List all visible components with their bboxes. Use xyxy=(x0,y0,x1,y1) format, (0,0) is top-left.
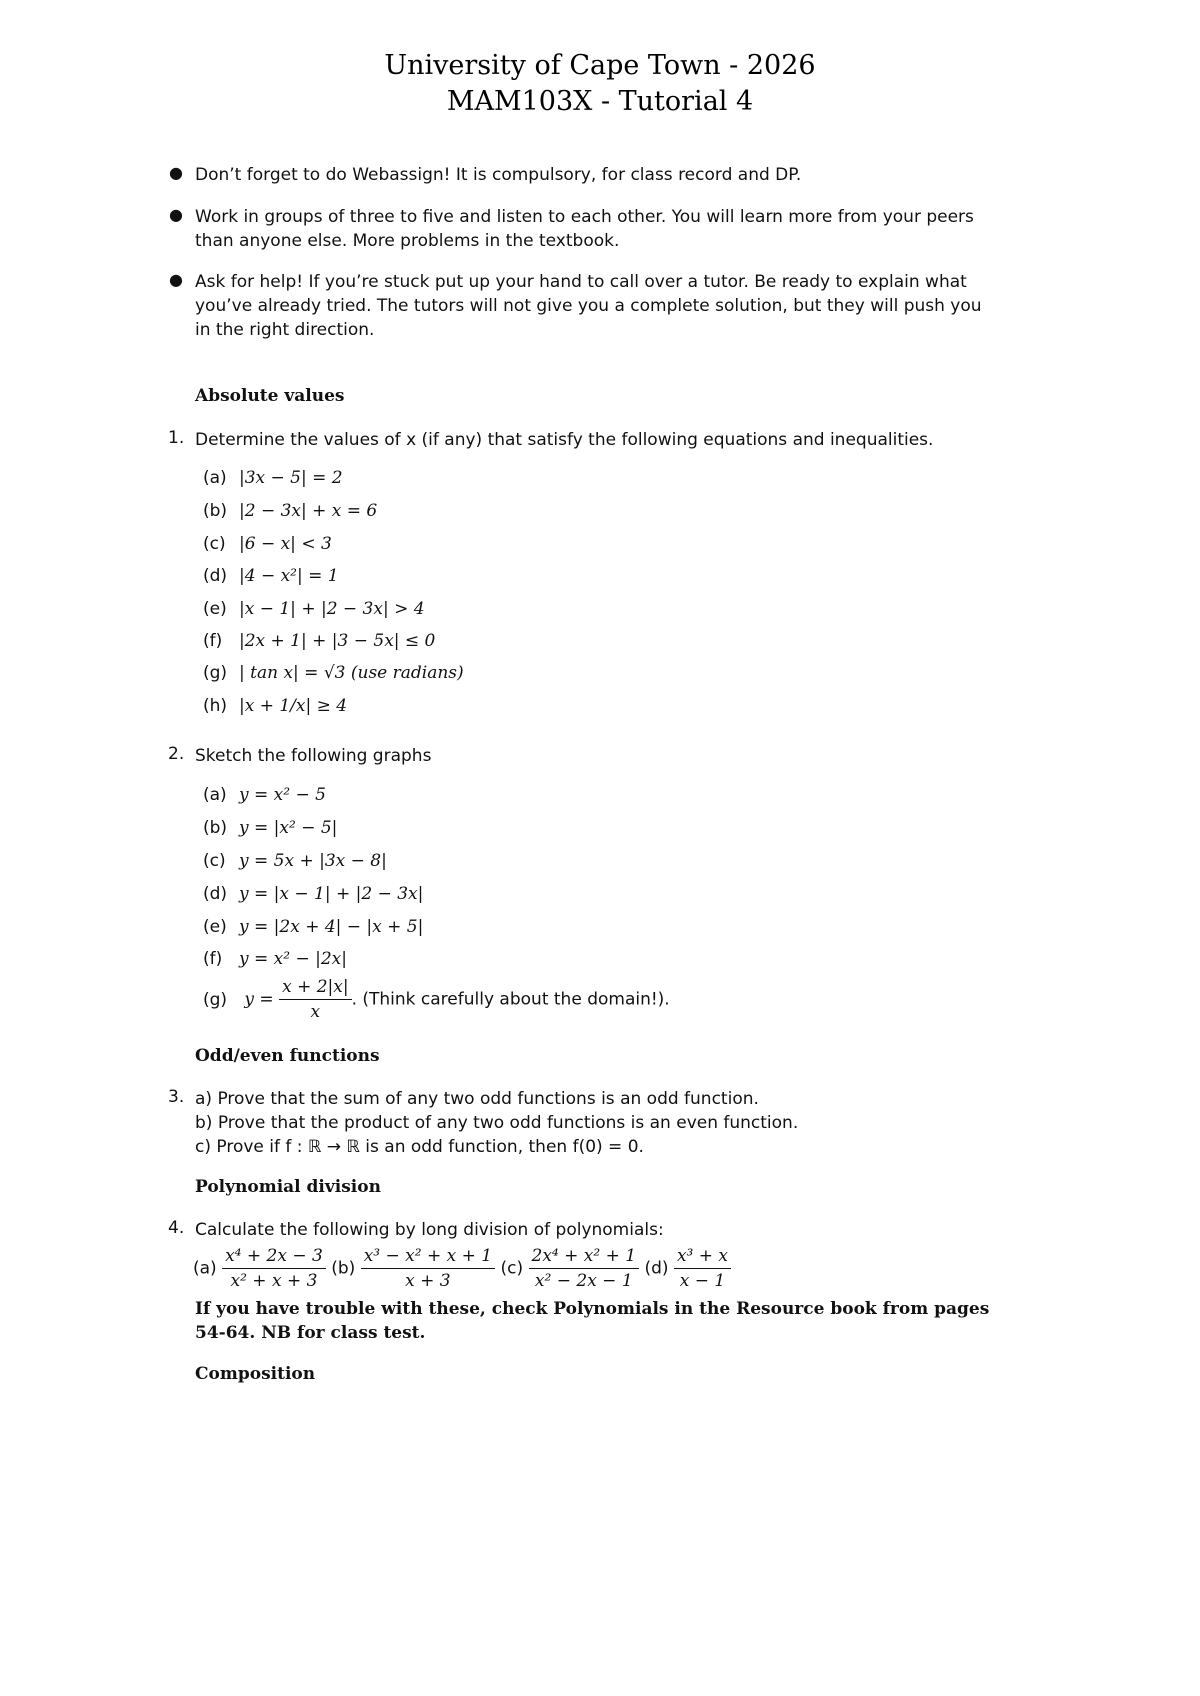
fraction xyxy=(674,1244,731,1293)
math-expression: |2 − 3x| + x = 6 xyxy=(239,501,378,521)
list-item xyxy=(203,816,337,840)
section-heading-absolute-values: Absolute values xyxy=(195,386,345,406)
section-heading-polynomial-division: Polynomial division xyxy=(195,1177,381,1197)
question-2-prompt: Sketch the following graphs xyxy=(195,746,432,766)
math-expression: |3x − 5| = 2 xyxy=(239,468,343,488)
item-label: (e) xyxy=(203,599,227,619)
list-item xyxy=(203,564,339,588)
resource-note-line: 54-64. NB for class test. xyxy=(195,1323,426,1343)
question-number: 2. xyxy=(168,744,185,764)
math-expression: |x − 1| + |2 − 3x| > 4 xyxy=(239,599,425,619)
item-label: (d) xyxy=(644,1258,669,1279)
bullet-line: Work in groups of three to five and listen to each other. You will learn more from your peers xyxy=(195,207,974,227)
question-number: 3. xyxy=(168,1087,185,1107)
resource-note-line: If you have trouble with these, check Polynomials in the Resource book from pages xyxy=(195,1299,990,1319)
math-expression: |x + 1/x| ≥ 4 xyxy=(239,696,348,716)
list-item xyxy=(203,532,332,556)
section-heading-odd-even: Odd/even functions xyxy=(195,1046,380,1066)
question-4-prompt: Calculate the following by long division of polynomials: xyxy=(195,1220,664,1240)
list-item xyxy=(203,947,347,971)
question-3-line: b) Prove that the product of any two odd functions is an even function. xyxy=(195,1113,799,1133)
list-item xyxy=(203,849,387,873)
list-item xyxy=(203,661,464,685)
math-expression: y = |x − 1| + |2 − 3x| xyxy=(239,884,424,904)
fraction xyxy=(222,1244,326,1293)
item-label: (a) xyxy=(193,1258,217,1279)
item-label: (g) xyxy=(203,663,228,683)
list-item xyxy=(203,783,326,807)
section-heading-composition: Composition xyxy=(195,1364,316,1384)
question-3-line: a) Prove that the sum of any two odd functions is an odd function. xyxy=(195,1089,759,1109)
list-item xyxy=(203,597,425,621)
fraction-numerator: x³ − x² + x + 1 xyxy=(361,1244,495,1269)
bullet-line: Ask for help! If you’re stuck put up your hand to call over a tutor. Be ready to explain what xyxy=(195,272,967,292)
list-item xyxy=(203,466,343,490)
bullet-line: in the right direction. xyxy=(195,320,375,340)
item-label: (f) xyxy=(203,949,223,969)
math-expression: y = xyxy=(244,989,274,1010)
question-4-fractions xyxy=(193,1244,731,1293)
item-note: . (Think carefully about the domain!). xyxy=(351,989,670,1010)
item-label: (b) xyxy=(203,501,228,521)
math-expression: y = |2x + 4| − |x + 5| xyxy=(239,917,424,937)
list-item xyxy=(203,882,423,906)
bullet-line: Don’t forget to do Webassign! It is compulsory, for class record and DP. xyxy=(195,165,802,185)
item-label: (a) xyxy=(203,785,227,805)
list-item xyxy=(203,629,435,653)
fraction xyxy=(529,1244,640,1293)
fraction xyxy=(361,1244,495,1293)
math-expression: |6 − x| < 3 xyxy=(239,534,332,554)
question-1-prompt: Determine the values of x (if any) that satisfy the following equations and inequalities. xyxy=(195,430,934,450)
math-expression: y = |x² − 5| xyxy=(239,818,338,838)
item-label: (b) xyxy=(203,818,228,838)
question-number: 4. xyxy=(168,1218,185,1238)
item-label: (f) xyxy=(203,631,223,651)
item-label: (e) xyxy=(203,917,227,937)
item-label: (b) xyxy=(331,1258,356,1279)
fraction-denominator: x + 3 xyxy=(405,1271,451,1291)
math-expression: |4 − x²| = 1 xyxy=(239,566,339,586)
fraction-numerator: 2x⁴ + x² + 1 xyxy=(529,1244,640,1269)
bullet-icon: ● xyxy=(169,163,183,182)
math-expression: |2x + 1| + |3 − 5x| ≤ 0 xyxy=(239,631,436,651)
bullet-icon: ● xyxy=(169,270,183,289)
question-3-line: c) Prove if f : ℝ → ℝ is an odd function, then f(0) = 0. xyxy=(195,1137,644,1157)
fraction-numerator: x⁴ + 2x − 3 xyxy=(222,1244,326,1269)
fraction-denominator: x² − 2x − 1 xyxy=(534,1271,633,1291)
list-item xyxy=(203,915,423,939)
fraction-denominator: x − 1 xyxy=(679,1271,726,1291)
page-title-course: MAM103X - Tutorial 4 xyxy=(446,86,754,117)
item-label: (c) xyxy=(203,534,226,554)
list-item xyxy=(203,694,347,718)
item-label: (c) xyxy=(203,851,226,871)
item-label: (c) xyxy=(500,1258,524,1279)
question-number: 1. xyxy=(168,428,185,448)
item-label: (d) xyxy=(203,566,228,586)
list-item xyxy=(203,499,377,523)
item-label: (a) xyxy=(203,468,227,488)
item-label: (d) xyxy=(203,884,228,904)
page-title-university: University of Cape Town - 2026 xyxy=(384,50,816,81)
item-label: (g) xyxy=(203,989,228,1010)
math-expression: y = x² − |2x| xyxy=(239,949,347,969)
math-expression: y = 5x + |3x − 8| xyxy=(239,851,387,871)
fraction-denominator: x² + x + 3 xyxy=(230,1271,318,1291)
list-item xyxy=(203,975,670,1024)
bullet-line: you’ve already tried. The tutors will not give you a complete solution, but they will push you xyxy=(195,296,982,316)
fraction-numerator: x + 2|x| xyxy=(279,975,352,1000)
math-expression: y = x² − 5 xyxy=(239,785,326,805)
bullet-line: than anyone else. More problems in the textbook. xyxy=(195,231,620,251)
fraction xyxy=(279,975,352,1024)
fraction-numerator: x³ + x xyxy=(674,1244,731,1269)
item-label: (h) xyxy=(203,696,228,716)
bullet-icon: ● xyxy=(169,205,183,224)
math-expression: | tan x| = √3 (use radians) xyxy=(239,663,464,683)
fraction-denominator: x xyxy=(310,1002,321,1022)
